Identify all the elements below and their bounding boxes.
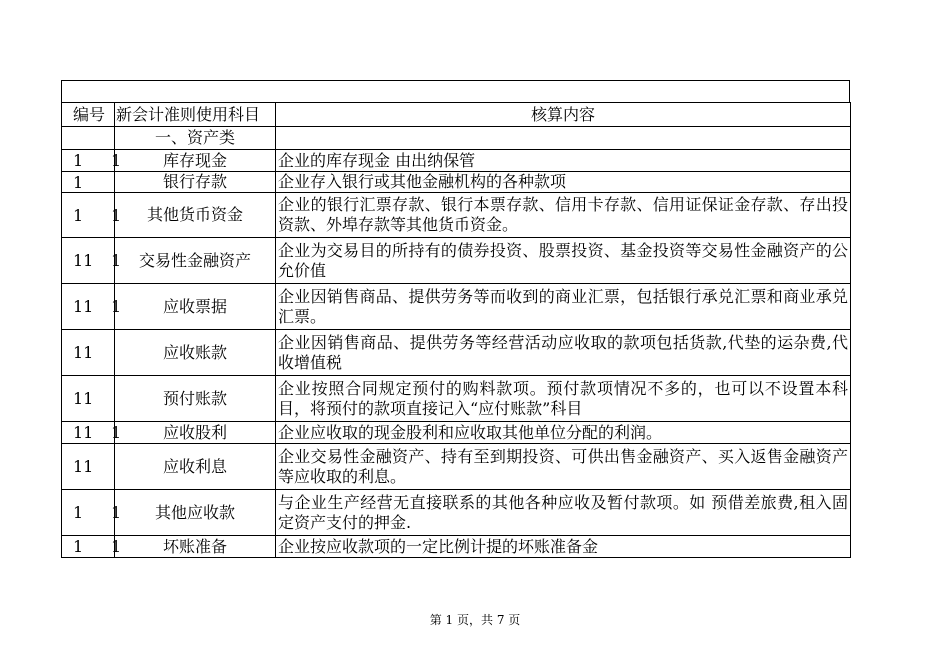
page-footer: 第 1 页，共 7 页: [429, 613, 521, 627]
row-code-cell: [62, 422, 122, 444]
row-subject: 库存现金: [115, 150, 276, 172]
row-code-cell: [62, 536, 122, 558]
row-subject: 应收利息: [115, 444, 276, 490]
header-content: 核算内容: [276, 103, 851, 127]
row-code: 1: [73, 172, 84, 192]
row-subcode: 1: [111, 502, 122, 522]
row-subject: 应收账款: [115, 330, 276, 376]
row-code-cell: [62, 376, 115, 422]
row-code: 11: [73, 422, 94, 442]
row-content: 企业存入银行或其他金融机构的各种款项: [276, 172, 851, 193]
row-content: 企业交易性金融资产、持有至到期投资、可供出售金融资产、买入返售金融资产等应收取的利息。: [276, 444, 851, 490]
row-subject: 坏账准备: [115, 536, 276, 558]
row-content: 企业因销售商品、提供劳务等而收到的商业汇票，包括银行承兑汇票和商业承兑汇票。: [276, 284, 851, 330]
row-content: 企业为交易目的所持有的债券投资、股票投资、基金投资等交易性金融资产的公允价值: [276, 238, 851, 284]
category-label: 一、资产类: [115, 127, 276, 150]
table-row: [62, 536, 851, 558]
row-subcode: 1: [111, 250, 122, 270]
row-code-cell: [62, 444, 115, 490]
row-subject: 交易性金融资产: [115, 238, 276, 284]
row-content: 企业按照合同规定预付的购料款项。预付款项情况不多的，也可以不设置本科目，将预付的款项直接记入“应付账款”科目: [276, 376, 851, 422]
table-row: [62, 444, 851, 490]
table-row: [62, 150, 851, 172]
row-code: 1: [73, 150, 84, 170]
row-code: 11: [73, 388, 94, 408]
row-code-cell: [62, 150, 122, 172]
row-content: 企业的库存现金 由出纳保管: [276, 150, 851, 172]
row-content: 企业按应收款项的一定比例计提的坏账准备金: [276, 536, 851, 558]
row-subcode: 1: [111, 536, 122, 556]
row-code: 1: [73, 536, 84, 556]
table-row: [62, 376, 851, 422]
row-subcode: 1: [111, 422, 122, 442]
row-code: 11: [73, 250, 94, 270]
row-code: 1: [73, 502, 84, 522]
category-code-cell: [62, 127, 115, 150]
table-row: [62, 330, 851, 376]
row-content: 企业应收取的现金股利和应收取其他单位分配的利润。: [276, 422, 851, 444]
table-row: [62, 284, 851, 330]
table-row: [62, 172, 851, 193]
row-code: 11: [73, 456, 94, 476]
row-subject: 预付账款: [115, 376, 276, 422]
category-content-cell: [276, 127, 851, 150]
row-content: 企业因销售商品、提供劳务等经营活动应收取的款项包括货款,代垫的运杂费,代收增值税: [276, 330, 851, 376]
table-row: [62, 490, 851, 536]
row-subject: 其他应收款: [115, 490, 276, 536]
row-code-cell: [62, 238, 122, 284]
row-code-cell: [62, 284, 122, 330]
row-subject: 其他货币资金: [115, 193, 276, 238]
row-code: 11: [73, 342, 94, 362]
row-subject: 应收股利: [115, 422, 276, 444]
category-row: [62, 127, 851, 150]
table-row: [62, 422, 851, 444]
row-code-cell: [62, 193, 122, 238]
row-subject: 应收票据: [115, 284, 276, 330]
row-subcode: 1: [111, 150, 122, 170]
accounts-table: [61, 102, 851, 558]
row-subcode: 1: [111, 205, 122, 225]
accounting-sheet: [61, 80, 850, 558]
row-content: 企业的银行汇票存款、银行本票存款、信用卡存款、信用证保证金存款、存出投资款、外埠存款等其他货币资金。: [276, 193, 851, 238]
row-subject: 银行存款: [115, 172, 276, 193]
sheet-title-row: [61, 80, 850, 102]
row-code: 1: [73, 205, 84, 225]
table-row: [62, 193, 851, 238]
row-code-cell: [62, 172, 115, 193]
row-subcode: 1: [111, 296, 122, 316]
row-content: 与企业生产经营无直接联系的其他各种应收及暂付款项。如 预借差旅费,租入固定资产支付的押金.: [276, 490, 851, 536]
row-code-cell: [62, 330, 115, 376]
table-row: [62, 238, 851, 284]
table-header-row: [62, 103, 851, 127]
row-code-cell: [62, 490, 122, 536]
header-subject: 新会计准则使用科目: [115, 103, 276, 127]
header-code: 编号: [62, 103, 115, 127]
row-code: 11: [73, 296, 94, 316]
